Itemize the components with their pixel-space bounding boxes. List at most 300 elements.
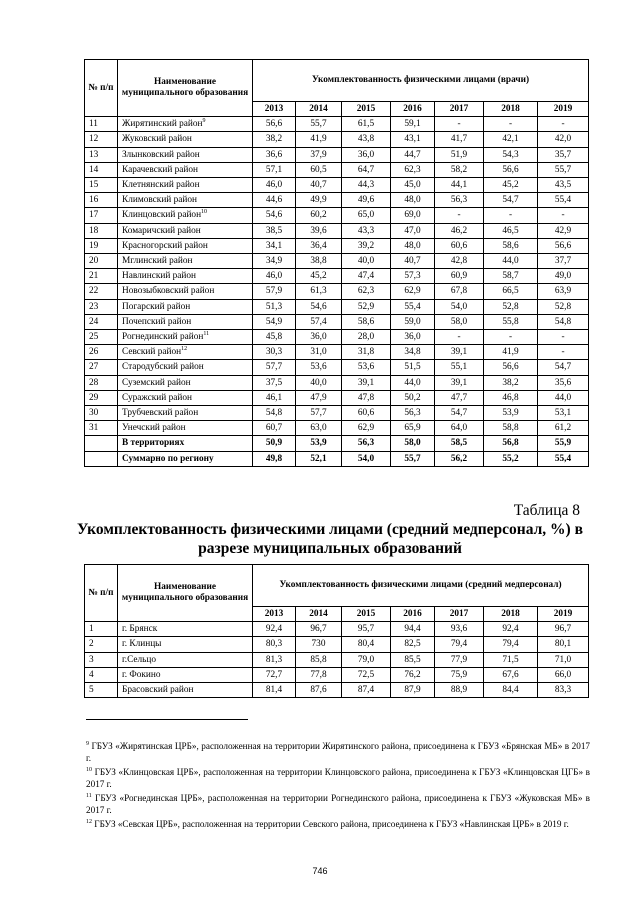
municipality-name [118, 208, 253, 223]
value-cell: 85,5 [391, 652, 435, 667]
value-cell: 56,6 [484, 360, 538, 375]
municipality-label: Стародубский район [122, 362, 204, 373]
value-cell: 61,3 [296, 284, 342, 299]
value-cell: 94,4 [391, 622, 435, 637]
value-cell: 59,0 [391, 314, 435, 329]
year-header: 2016 [391, 607, 435, 622]
value-cell: 37,7 [538, 254, 589, 269]
value-cell: - [484, 330, 538, 345]
year-header: 2019 [538, 102, 589, 117]
header-staffing-group: Укомплектованность физическими лицами (средний медперсонал) [253, 565, 589, 607]
value-cell: 34,1 [253, 238, 296, 253]
footnote-separator [86, 719, 248, 720]
value-cell: 40,0 [342, 254, 391, 269]
value-cell: - [484, 208, 538, 223]
header-municipality: Наименование муниципального образования [118, 565, 253, 622]
footnote-text: ГБУЗ «Рогнединская ЦРБ», расположенная на территории Рогнединского района, присоединена к ГБУЗ «Жуковская МБ» в 2017 г. [86, 793, 590, 816]
value-cell: 63,9 [538, 284, 589, 299]
row-number: 28 [85, 375, 118, 390]
value-cell: 44,0 [484, 254, 538, 269]
value-cell: 66,5 [484, 284, 538, 299]
table-row [85, 622, 589, 637]
value-cell: 39,2 [342, 238, 391, 253]
value-cell: 51,3 [253, 299, 296, 314]
value-cell: 35,6 [538, 375, 589, 390]
value-cell: 56,3 [391, 406, 435, 421]
value-cell: 28,0 [342, 330, 391, 345]
value-cell: 40,0 [296, 375, 342, 390]
value-cell: 62,9 [391, 284, 435, 299]
row-number: 24 [85, 314, 118, 329]
value-cell: 47,0 [391, 223, 435, 238]
value-cell: 61,5 [342, 117, 391, 132]
total-value: 56,8 [484, 436, 538, 451]
value-cell: 50,2 [391, 390, 435, 405]
value-cell: 36,0 [296, 330, 342, 345]
value-cell: - [435, 330, 484, 345]
total-label: Суммарно по региону [118, 451, 253, 466]
table-row [85, 652, 589, 667]
value-cell: 41,7 [435, 132, 484, 147]
table-row [85, 284, 589, 299]
value-cell: 38,5 [253, 223, 296, 238]
municipality-label: Унечский район [122, 423, 186, 434]
value-cell: 62,3 [391, 162, 435, 177]
value-cell: 54,6 [296, 299, 342, 314]
municipality-name [118, 254, 253, 269]
table-row [85, 330, 589, 345]
municipality-label: Красногорский район [122, 240, 208, 251]
value-cell: 46,1 [253, 390, 296, 405]
value-cell: 58,7 [484, 269, 538, 284]
page-number: 746 [312, 866, 328, 876]
row-number: 26 [85, 345, 118, 360]
year-header: 2017 [435, 102, 484, 117]
value-cell: 62,3 [342, 284, 391, 299]
value-cell: 60,6 [435, 238, 484, 253]
table-row [85, 193, 589, 208]
total-label: В территориях [118, 436, 253, 451]
value-cell: 49,6 [342, 193, 391, 208]
value-cell: 38,2 [253, 132, 296, 147]
year-header: 2018 [484, 102, 538, 117]
table-row [85, 178, 589, 193]
municipality-label: г. Фокино [122, 669, 161, 680]
year-header: 2015 [342, 102, 391, 117]
value-cell: 43,5 [538, 178, 589, 193]
municipality-label: Суземский район [122, 377, 191, 388]
total-value: 50,9 [253, 436, 296, 451]
total-value: 49,8 [253, 451, 296, 466]
value-cell: 57,9 [253, 284, 296, 299]
municipality-label: г.Сельцо [122, 654, 157, 665]
value-cell: 49,9 [296, 193, 342, 208]
value-cell: 44,0 [538, 390, 589, 405]
total-value: 55,2 [484, 451, 538, 466]
value-cell: 60,2 [296, 208, 342, 223]
table-row [85, 162, 589, 177]
row-number: 16 [85, 193, 118, 208]
footnote-text: ГБУЗ «Жирятинская ЦРБ», расположенная на территории Жирятинского района, присоединена к ГБУЗ «Брянская МБ» в 2017 г. [86, 741, 591, 764]
value-cell: 54,8 [253, 406, 296, 421]
footnote [86, 740, 590, 764]
value-cell: - [435, 208, 484, 223]
row-number: 31 [85, 421, 118, 436]
value-cell: 54,7 [484, 193, 538, 208]
value-cell: 66,0 [538, 667, 589, 682]
value-cell: 95,7 [342, 622, 391, 637]
value-cell: 54,7 [435, 406, 484, 421]
municipality-label: Трубчевский район [122, 408, 199, 419]
value-cell: 85,8 [296, 652, 342, 667]
value-cell: 51,9 [435, 147, 484, 162]
staffing-nurses-table [84, 564, 589, 698]
row-number: 14 [85, 162, 118, 177]
table-row [85, 223, 589, 238]
row-number: 15 [85, 178, 118, 193]
year-header: 2017 [435, 607, 484, 622]
footnote-ref: 11 [203, 330, 210, 337]
value-cell: 71,0 [538, 652, 589, 667]
value-cell: 49,0 [538, 269, 589, 284]
municipality-name [118, 162, 253, 177]
value-cell: 64,0 [435, 421, 484, 436]
municipality-label: Новозыбковский район [122, 286, 215, 297]
municipality-name [118, 421, 253, 436]
value-cell: 36,0 [391, 330, 435, 345]
value-cell: 55,7 [538, 162, 589, 177]
value-cell: 46,5 [484, 223, 538, 238]
header-number: № п/п [85, 60, 118, 117]
value-cell: 43,8 [342, 132, 391, 147]
value-cell: 54,8 [538, 314, 589, 329]
value-cell: 48,0 [391, 193, 435, 208]
value-cell: 52,9 [342, 299, 391, 314]
value-cell: 82,5 [391, 637, 435, 652]
value-cell: 44,0 [391, 375, 435, 390]
value-cell: 54,3 [484, 147, 538, 162]
value-cell: 39,6 [296, 223, 342, 238]
table-row [85, 667, 589, 682]
row-number: 2 [85, 637, 118, 652]
municipality-label: Мглинский район [122, 256, 193, 267]
value-cell: 81,3 [253, 652, 296, 667]
value-cell: 52,8 [538, 299, 589, 314]
row-number: 21 [85, 269, 118, 284]
value-cell: 84,4 [484, 683, 538, 698]
municipality-label: Брасовский район [122, 685, 194, 695]
municipality-name [118, 132, 253, 147]
total-value: 55,9 [538, 436, 589, 451]
footnote-mark: 9 [86, 740, 89, 747]
municipality-label: г. Клинцы [122, 639, 162, 650]
value-cell: 45,0 [391, 178, 435, 193]
value-cell: 57,4 [296, 314, 342, 329]
value-cell: 40,7 [296, 178, 342, 193]
value-cell: 51,5 [391, 360, 435, 375]
value-cell: 56,3 [435, 193, 484, 208]
municipality-name [118, 667, 253, 682]
value-cell: 45,2 [484, 178, 538, 193]
value-cell: 58,6 [484, 238, 538, 253]
row-number: 22 [85, 284, 118, 299]
staffing-doctors-table [84, 59, 589, 467]
table-row [85, 147, 589, 162]
municipality-name [118, 193, 253, 208]
value-cell: 46,0 [253, 178, 296, 193]
row-number: 18 [85, 223, 118, 238]
value-cell: 48,0 [391, 238, 435, 253]
value-cell: 35,7 [538, 147, 589, 162]
value-cell: 46,2 [435, 223, 484, 238]
header-staffing-group: Укомплектованность физическими лицами (врачи) [253, 60, 589, 102]
municipality-label: Жуковский район [122, 134, 192, 145]
value-cell: 37,5 [253, 375, 296, 390]
value-cell: 39,1 [342, 375, 391, 390]
municipality-name [118, 314, 253, 329]
row-number: 1 [85, 622, 118, 637]
value-cell: 38,2 [484, 375, 538, 390]
year-header: 2014 [296, 607, 342, 622]
value-cell: 56,6 [538, 238, 589, 253]
value-cell: 87,4 [342, 683, 391, 698]
value-cell: 59,1 [391, 117, 435, 132]
value-cell: 36,4 [296, 238, 342, 253]
value-cell: 39,1 [435, 345, 484, 360]
value-cell: 54,9 [253, 314, 296, 329]
value-cell: 31,0 [296, 345, 342, 360]
value-cell: 42,9 [538, 223, 589, 238]
value-cell: 96,7 [296, 622, 342, 637]
table-caption: Таблица 8 [513, 502, 580, 519]
year-header: 2016 [391, 102, 435, 117]
total-value: 54,0 [342, 451, 391, 466]
value-cell: 41,9 [296, 132, 342, 147]
table-row [85, 254, 589, 269]
value-cell: 79,4 [435, 637, 484, 652]
total-value: 52,1 [296, 451, 342, 466]
value-cell: 54,6 [253, 208, 296, 223]
value-cell: 87,6 [296, 683, 342, 698]
value-cell: - [538, 345, 589, 360]
total-value: 58,5 [435, 436, 484, 451]
value-cell: 54,7 [538, 360, 589, 375]
value-cell: 38,8 [296, 254, 342, 269]
value-cell: 44,6 [253, 193, 296, 208]
value-cell: 45,8 [253, 330, 296, 345]
table-row [85, 132, 589, 147]
value-cell: 44,7 [391, 147, 435, 162]
row-number: 25 [85, 330, 118, 345]
value-cell: - [538, 117, 589, 132]
municipality-label: Суражский район [122, 392, 192, 403]
value-cell: 47,7 [435, 390, 484, 405]
row-number: 19 [85, 238, 118, 253]
value-cell: - [538, 208, 589, 223]
row-number: 11 [85, 117, 118, 132]
value-cell: 57,1 [253, 162, 296, 177]
value-cell: 58,6 [342, 314, 391, 329]
municipality-label: г. Брянск [122, 624, 158, 635]
value-cell: 46,0 [253, 269, 296, 284]
value-cell: 52,8 [484, 299, 538, 314]
row-number: 30 [85, 406, 118, 421]
municipality-label: Погарский район [122, 301, 191, 312]
table-row [85, 637, 589, 652]
value-cell: 41,9 [484, 345, 538, 360]
value-cell: 71,5 [484, 652, 538, 667]
footnote-mark: 12 [86, 818, 92, 825]
year-header: 2013 [253, 102, 296, 117]
municipality-label: Жирятинский район [122, 119, 203, 130]
footnote-ref: 9 [202, 118, 206, 125]
value-cell: 57,7 [253, 360, 296, 375]
value-cell: 57,7 [296, 406, 342, 421]
municipality-name [118, 147, 253, 162]
row-number: 3 [85, 652, 118, 667]
value-cell: 69,0 [391, 208, 435, 223]
footnote-mark: 10 [86, 766, 92, 773]
value-cell: 31,8 [342, 345, 391, 360]
value-cell: 34,9 [253, 254, 296, 269]
value-cell: 60,9 [435, 269, 484, 284]
value-cell: 53,6 [296, 360, 342, 375]
value-cell: 88,9 [435, 683, 484, 698]
value-cell: 56,6 [253, 117, 296, 132]
value-cell: 80,3 [253, 637, 296, 652]
value-cell: 67,6 [484, 667, 538, 682]
row-number: 29 [85, 390, 118, 405]
table-row [85, 360, 589, 375]
municipality-name [118, 683, 253, 698]
value-cell: 36,0 [342, 147, 391, 162]
municipality-name [118, 652, 253, 667]
municipality-label: Севский район [122, 347, 182, 358]
value-cell: 39,1 [435, 375, 484, 390]
value-cell: 47,4 [342, 269, 391, 284]
footnote-text: ГБУЗ «Севская ЦРБ», расположенная на территории Севского района, присоединена к ГБУЗ «Навлинская ЦРБ» в 2019 г. [94, 819, 569, 829]
value-cell: 42,8 [435, 254, 484, 269]
value-cell: 80,1 [538, 637, 589, 652]
table-title: Укомплектованность физическими лицами (средний медперсонал, %) в разрезе муниципальных образований [77, 521, 583, 557]
total-value: 53,9 [296, 436, 342, 451]
municipality-name [118, 345, 253, 360]
municipality-label: Рогнединский район [122, 332, 204, 343]
row-number: 13 [85, 147, 118, 162]
year-header: 2015 [342, 607, 391, 622]
year-header: 2014 [296, 102, 342, 117]
row-number: 5 [85, 683, 118, 698]
row-number: 4 [85, 667, 118, 682]
value-cell: 58,8 [484, 421, 538, 436]
municipality-name [118, 637, 253, 652]
footnote [86, 766, 590, 790]
municipality-label: Злынковский район [122, 149, 200, 160]
value-cell: 55,1 [435, 360, 484, 375]
row-number: 23 [85, 299, 118, 314]
value-cell: 72,5 [342, 667, 391, 682]
municipality-name [118, 360, 253, 375]
municipality-name [118, 117, 253, 132]
year-header: 2019 [538, 607, 589, 622]
value-cell: 92,4 [253, 622, 296, 637]
value-cell: 96,7 [538, 622, 589, 637]
footnote-ref: 12 [181, 346, 188, 353]
table-row [85, 375, 589, 390]
municipality-label: Клетнянский район [122, 180, 200, 190]
footnote [86, 818, 590, 830]
value-cell: 93,6 [435, 622, 484, 637]
total-value: 58,0 [391, 436, 435, 451]
municipality-name [118, 375, 253, 390]
value-cell: 30,3 [253, 345, 296, 360]
value-cell: 43,1 [391, 132, 435, 147]
value-cell: 46,8 [484, 390, 538, 405]
value-cell: 55,4 [538, 193, 589, 208]
value-cell: 75,9 [435, 667, 484, 682]
municipality-name [118, 622, 253, 637]
year-header: 2018 [484, 607, 538, 622]
row-number: 17 [85, 208, 118, 223]
row-number: 27 [85, 360, 118, 375]
municipality-label: Карачевский район [122, 164, 199, 175]
municipality-name [118, 330, 253, 345]
total-row [85, 436, 589, 451]
total-value: 55,7 [391, 451, 435, 466]
row-number: 20 [85, 254, 118, 269]
value-cell: 63,0 [296, 421, 342, 436]
table-row [85, 208, 589, 223]
value-cell: 76,2 [391, 667, 435, 682]
year-header: 2013 [253, 607, 296, 622]
municipality-name [118, 406, 253, 421]
value-cell: 60,5 [296, 162, 342, 177]
value-cell: 57,3 [391, 269, 435, 284]
value-cell: 80,4 [342, 637, 391, 652]
empty-cell [85, 436, 118, 451]
header-municipality: Наименование муниципального образования [118, 60, 253, 117]
value-cell: - [538, 330, 589, 345]
value-cell: 40,7 [391, 254, 435, 269]
value-cell: 34,8 [391, 345, 435, 360]
footnote-text: ГБУЗ «Клинцовская ЦРБ», расположенная на территории Клинцовского района, присоединена к ГБУЗ «Клинцовская ЦГБ» в 2017 г. [86, 767, 591, 790]
value-cell: 44,1 [435, 178, 484, 193]
value-cell: 55,7 [296, 117, 342, 132]
municipality-label: Навлинский район [122, 271, 196, 282]
value-cell: 60,7 [253, 421, 296, 436]
table-row [85, 390, 589, 405]
value-cell: 58,0 [435, 314, 484, 329]
footnote-ref: 10 [201, 209, 208, 216]
value-cell: 45,2 [296, 269, 342, 284]
municipality-label: Климовский район [122, 195, 197, 206]
value-cell: 65,0 [342, 208, 391, 223]
municipality-label: Почепский район [122, 316, 192, 327]
municipality-name [118, 238, 253, 253]
value-cell: 65,9 [391, 421, 435, 436]
total-value: 55,4 [538, 451, 589, 466]
value-cell: 44,3 [342, 178, 391, 193]
table-row [85, 421, 589, 436]
table-row [85, 345, 589, 360]
municipality-label: Комаричский район [122, 225, 201, 236]
municipality-name [118, 390, 253, 405]
value-cell: - [435, 117, 484, 132]
value-cell: 77,9 [435, 652, 484, 667]
value-cell: 730 [296, 637, 342, 652]
value-cell: 58,2 [435, 162, 484, 177]
municipality-name [118, 299, 253, 314]
